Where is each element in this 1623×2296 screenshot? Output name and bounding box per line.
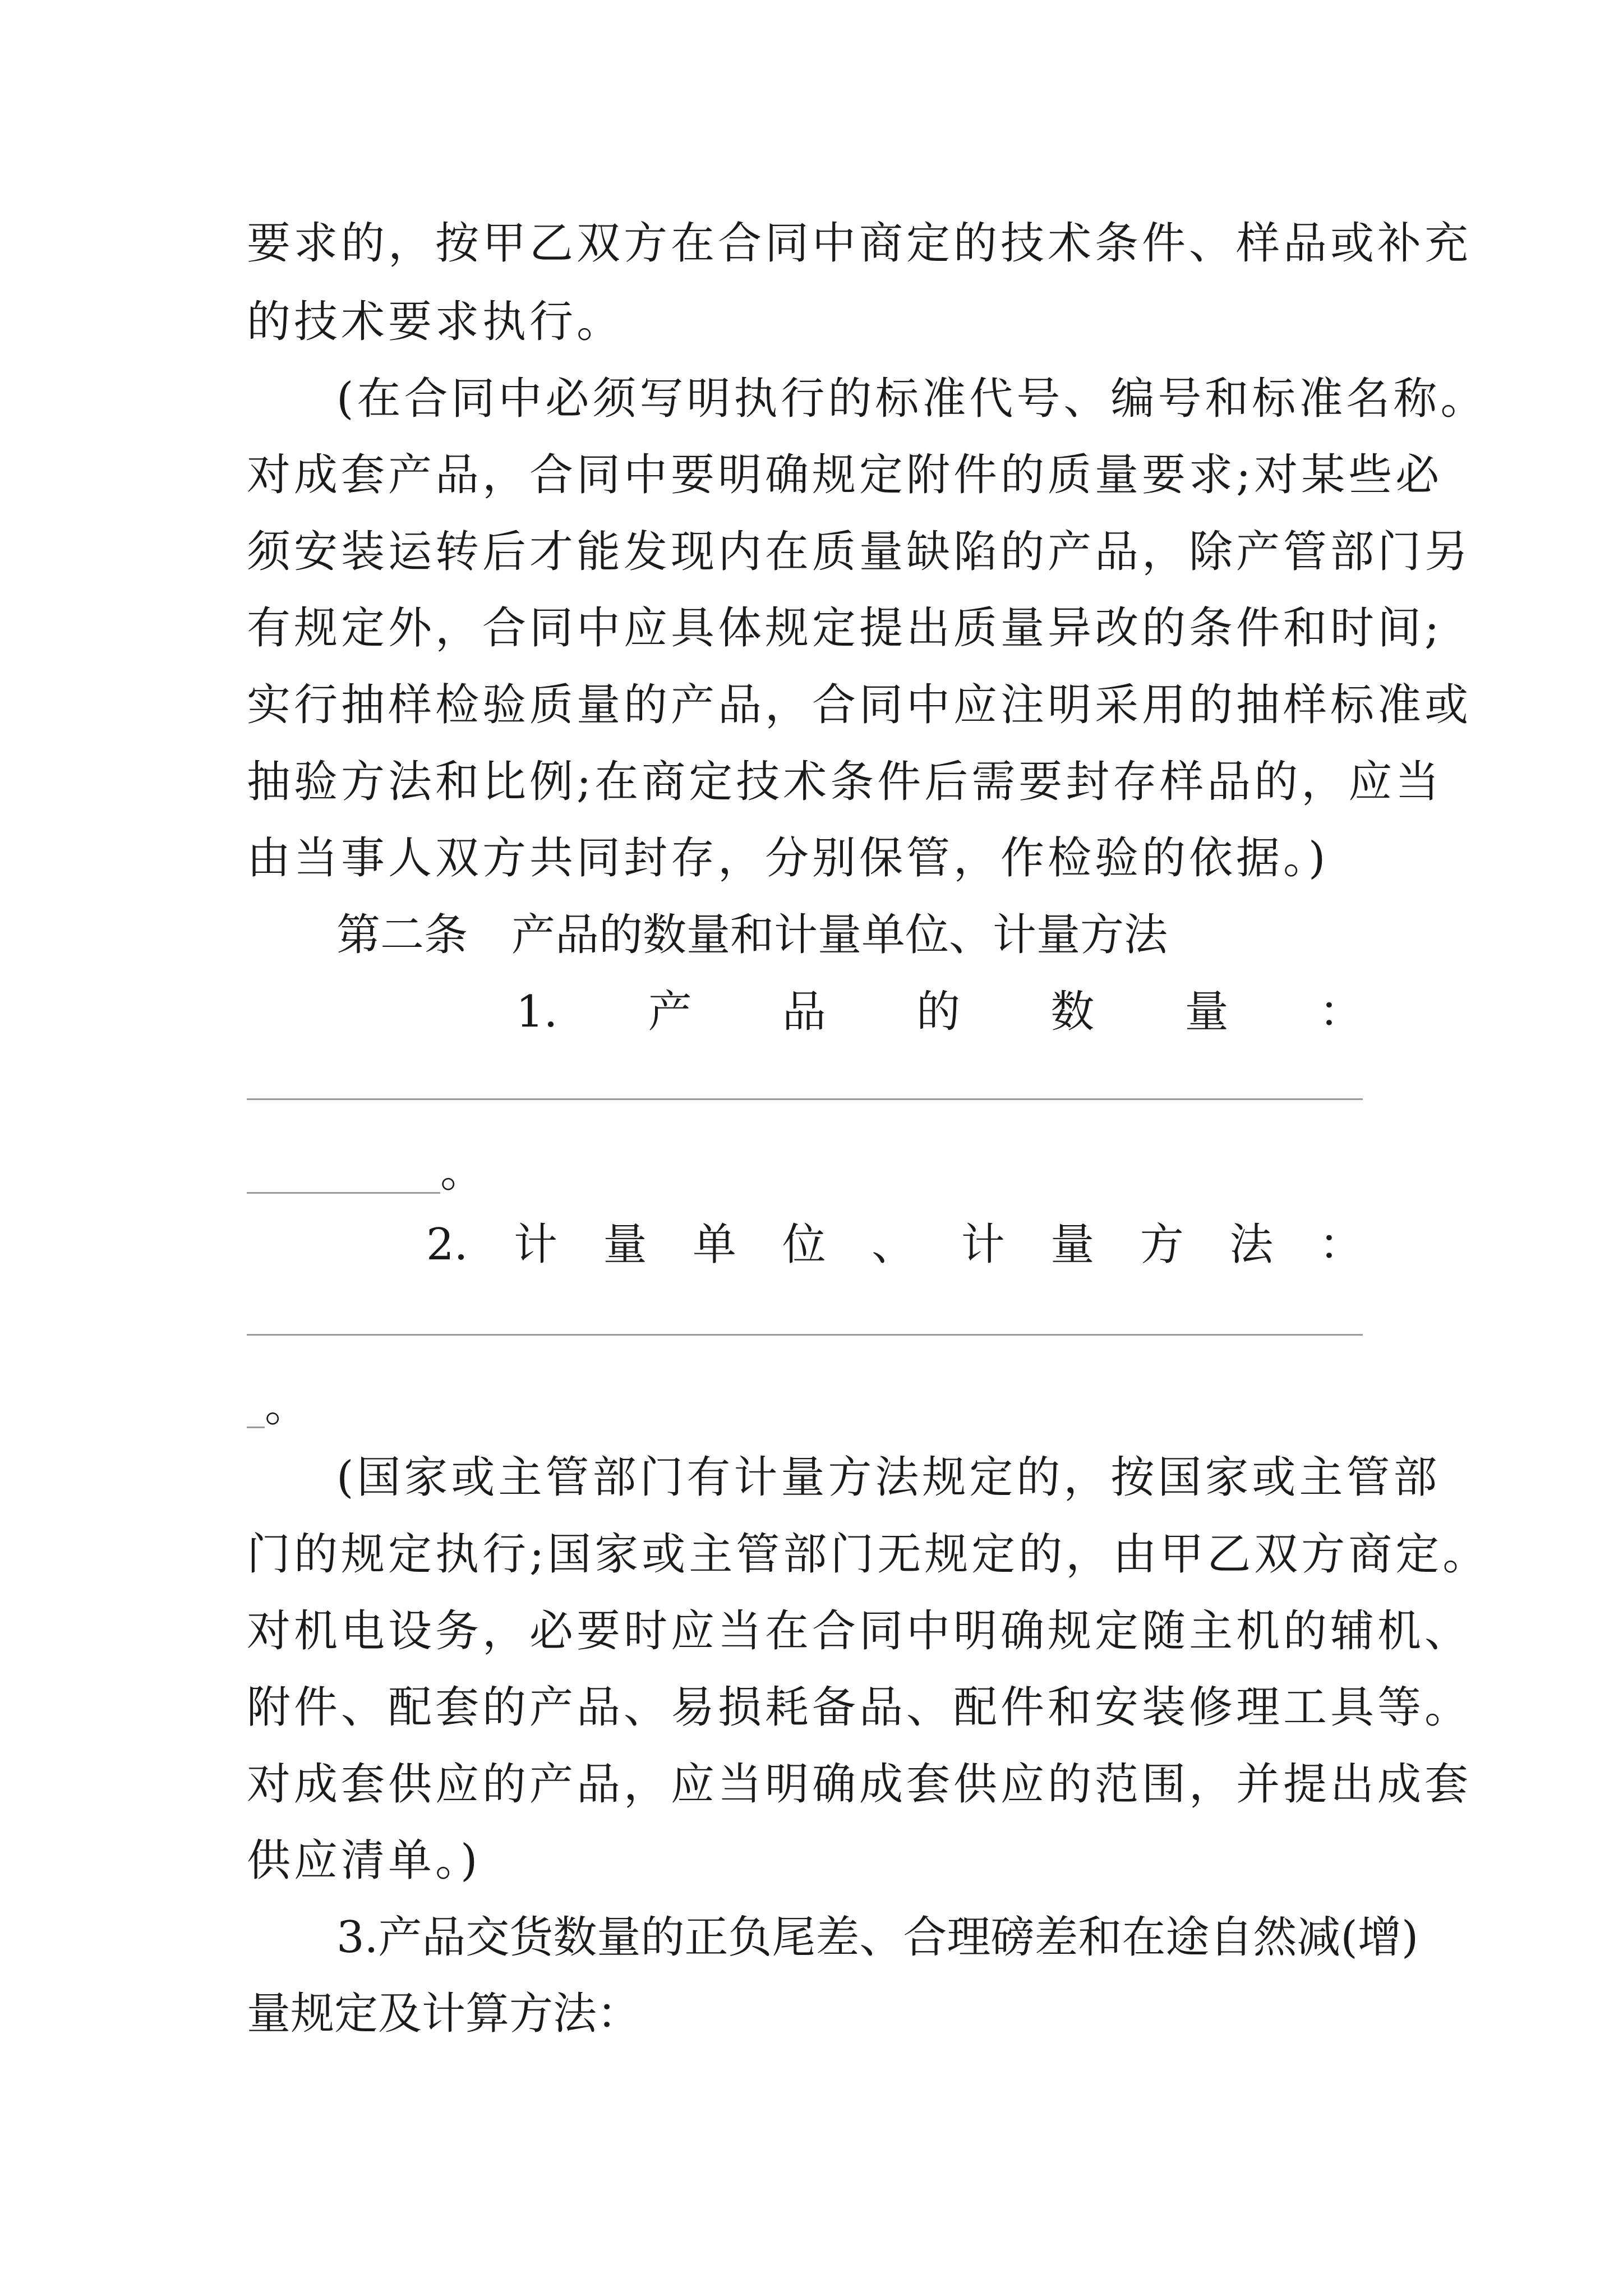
item-char: 量	[1184, 987, 1229, 1037]
paragraph-line: 附件、配套的产品、易损耗备品、配件和安装修理工具等。	[247, 1682, 1472, 1733]
paragraph-line: 门的规定执行;国家或主管部门无规定的，由甲乙双方商定。	[247, 1529, 1490, 1580]
paragraph-line: 须安装运转后才能发现内在质量缺陷的产品，除产管部门另	[247, 527, 1472, 577]
item-1-label	[516, 987, 1363, 1037]
paragraph-line: 抽验方法和比例;在商定技术条件后需要封存样品的，应当	[247, 757, 1443, 807]
item-char: ：	[1318, 1220, 1363, 1270]
item-char: 单	[693, 1220, 737, 1270]
item-char: 量	[603, 1220, 647, 1270]
item-char: 的	[916, 987, 961, 1037]
fill-in-blank-line[interactable]	[247, 1098, 1363, 1100]
paragraph-line: 对机电设务，必要时应当在合同中明确规定随主机的辅机、	[247, 1606, 1472, 1657]
paragraph-line: 供应清单。)	[247, 1835, 481, 1886]
paragraph-line: 量规定及计算方法：	[247, 1989, 641, 2039]
paragraph-line: 3.产品交货数量的正负尾差、合理磅差和在途自然减(增)	[336, 1912, 1419, 1963]
fill-in-blank-line[interactable]	[247, 1158, 440, 1194]
paragraph-line: 由当事人双方共同封存，分别保管，作检验的依据。)	[247, 833, 1329, 884]
item-2-tail	[247, 1381, 309, 1432]
paragraph-line: 对成套供应的产品，应当明确成套供应的范围，并提出成套	[247, 1759, 1472, 1810]
item-number: 2.	[426, 1220, 468, 1270]
item-char: 计	[961, 1220, 1005, 1270]
item-char: 量	[1050, 1220, 1095, 1270]
paragraph-line: (国家或主管部门有计量方法规定的，按国家或主管部	[336, 1452, 1441, 1503]
item-char: 方	[1140, 1220, 1184, 1270]
end-mark: 。	[265, 1381, 309, 1432]
article-heading: 第二条 产品的数量和计量单位、计量方法	[336, 910, 1168, 960]
item-2-label	[426, 1220, 1363, 1270]
item-char: 、	[872, 1220, 916, 1270]
item-char: 位	[782, 1220, 826, 1270]
paragraph-line: 有规定外，合同中应具体规定提出质量异改的条件和时间;	[247, 603, 1443, 654]
item-char: 品	[782, 987, 826, 1037]
paragraph-line: (在合同中必须写明执行的标准代号、编号和标准名称。	[336, 374, 1488, 424]
fill-in-blank-line[interactable]	[247, 1334, 1363, 1336]
paragraph-line: 实行抽样检验质量的产品，合同中应注明采用的抽样标准或	[247, 680, 1472, 730]
fill-in-blank-line[interactable]	[247, 1393, 265, 1428]
item-char: 法	[1229, 1220, 1274, 1270]
end-mark: 。	[440, 1147, 485, 1197]
item-1-tail	[247, 1147, 485, 1197]
item-number: 1.	[516, 987, 558, 1037]
item-char: ：	[1318, 987, 1363, 1037]
item-char: 产	[648, 987, 692, 1037]
paragraph-line: 要求的，按甲乙双方在合同中商定的技术条件、样品或补充	[247, 218, 1472, 269]
item-char: 数	[1050, 987, 1095, 1037]
item-char: 计	[513, 1220, 557, 1270]
paragraph-line: 对成套产品，合同中要明确规定附件的质量要求;对某些必	[247, 450, 1443, 500]
paragraph-line: 的技术要求执行。	[247, 297, 624, 347]
